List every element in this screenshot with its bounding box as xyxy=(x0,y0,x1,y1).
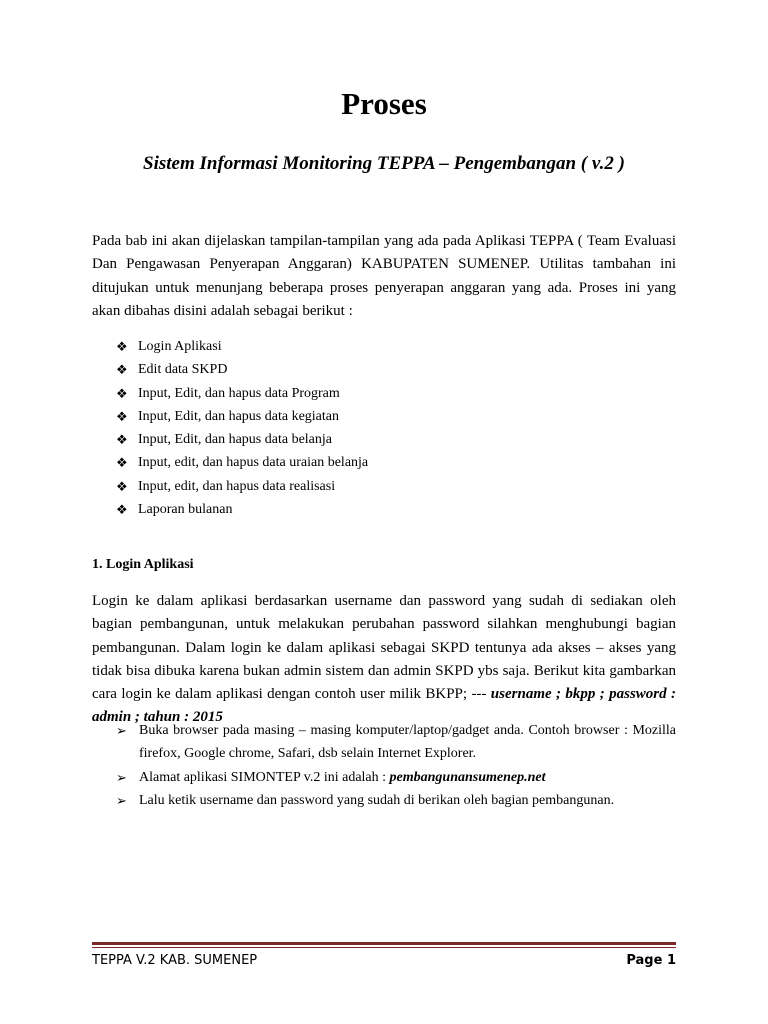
arrow-bullet-icon: ➢ xyxy=(116,792,127,808)
diamond-bullet-icon: ❖ xyxy=(116,432,128,448)
diamond-bullet-icon: ❖ xyxy=(116,408,128,424)
list-item: ❖ Input, edit, dan hapus data realisasi xyxy=(116,475,368,498)
list-item: ❖ Login Aplikasi xyxy=(116,335,368,358)
diamond-bullet-icon: ❖ xyxy=(116,455,128,471)
footer-page-number: Page 1 xyxy=(626,953,676,968)
diamond-bullet-icon: ❖ xyxy=(116,339,128,354)
section-body-login xyxy=(92,590,676,730)
list-item: ❖ Edit data SKPD xyxy=(116,358,368,381)
diamond-bullet-icon: ❖ xyxy=(116,502,128,518)
process-list xyxy=(116,335,368,521)
list-item: ❖ Input, Edit, dan hapus data kegiatan xyxy=(116,405,368,428)
arrow-bullet-icon: ➢ xyxy=(116,723,127,738)
footer-divider-thin xyxy=(92,947,676,948)
diamond-bullet-icon: ❖ xyxy=(116,362,128,378)
page-subtitle: Sistem Informasi Monitoring TEPPA – Pengembangan ( v.2 ) xyxy=(143,153,625,174)
diamond-bullet-icon: ❖ xyxy=(116,478,128,494)
arrow-bullet-icon: ➢ xyxy=(116,769,127,785)
list-item: ❖ Laporan bulanan xyxy=(116,498,368,521)
section-heading-login: 1. Login Aplikasi xyxy=(92,557,194,572)
page-title: Proses xyxy=(341,86,427,121)
list-item: ❖ Input, edit, dan hapus data uraian belanja xyxy=(116,451,368,474)
list-item: ❖ Input, Edit, dan hapus data Program xyxy=(116,382,368,405)
diamond-bullet-icon: ❖ xyxy=(116,385,128,401)
login-steps-list xyxy=(116,719,676,812)
app-url: pembangunansumenep.net xyxy=(389,769,546,785)
list-item: ❖ Input, Edit, dan hapus data belanja xyxy=(116,428,368,451)
list-item: ➢ Buka browser pada masing – masing komputer/laptop/gadget anda. Contoh browser : Mozilla firefox, Google chrome, Safari, dsb selain Internet Explorer. xyxy=(116,719,676,766)
credentials-text: username ; bkpp ; password : admin ; tahun : 2015 xyxy=(92,686,676,726)
footer-divider xyxy=(92,942,676,945)
section-body-text: Login ke dalam aplikasi berdasarkan username dan password yang sudah di sediakan oleh bagian pembangunan, untuk melakukan perubahan password silahkan menghubungi bagian pembangunan. Dalam login ke dalam aplikasi sebagai SKPD tentunya ada akses – akses yang tidak bisa dibuka karena bukan admin sistem dan admin SKPD ybs saja. Berikut kita gambarkan cara login ke dalam aplikasi dengan contoh user milik BKPP; --- xyxy=(92,593,676,703)
list-item: ➢ Lalu ketik username dan password yang sudah di berikan oleh bagian pembangunan. xyxy=(116,789,676,812)
intro-paragraph: Pada bab ini akan dijelaskan tampilan-tampilan yang ada pada Aplikasi TEPPA ( Team Evaluasi Dan Pengawasan Penyerapan Anggaran) KABUPATEN SUMENEP. Utilitas tambahan ini ditujukan untuk menunjang beberapa proses penyerapan anggaran yang ada. Proses ini yang akan dibahas disini adalah sebagai berikut : xyxy=(92,233,676,319)
footer-document-name: TEPPA V.2 KAB. SUMENEP xyxy=(92,953,258,968)
list-item: ➢ Alamat aplikasi SIMONTEP v.2 ini adalah : pembangunansumenep.net xyxy=(116,766,676,789)
